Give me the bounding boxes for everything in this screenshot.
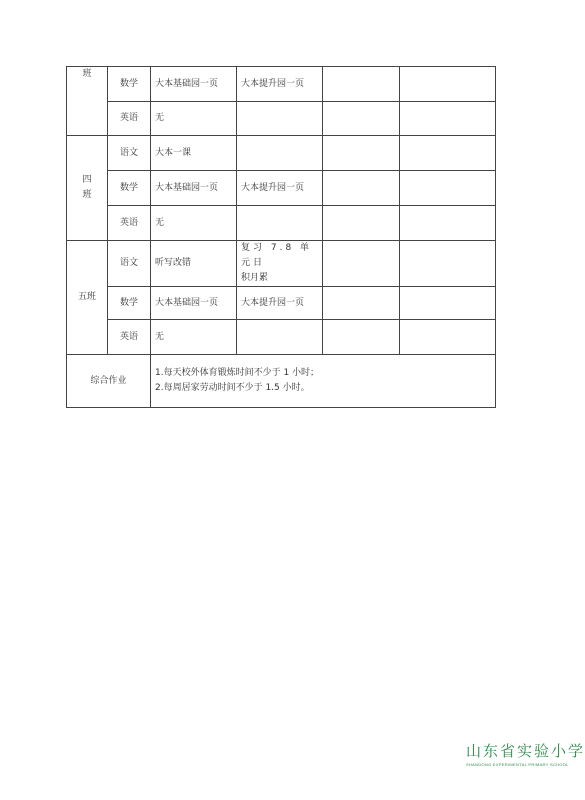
school-logo-english: SHANDONG EXPERIMENTAL PRIMARY SCHOOL <box>466 762 569 767</box>
homework-cell: 无 <box>151 102 237 136</box>
subject-cell: 英语 <box>108 206 151 241</box>
homework-cell: 听写改错 <box>151 241 237 287</box>
subject-cell: 英语 <box>108 320 151 355</box>
subject-cell: 数学 <box>108 171 151 206</box>
homework-cell: 无 <box>151 206 237 241</box>
empty-cell <box>237 136 323 171</box>
class-label: 班 <box>67 67 108 136</box>
empty-cell <box>323 320 400 355</box>
subject-cell: 语文 <box>108 241 151 287</box>
comprehensive-cell <box>151 355 496 408</box>
table-row <box>67 67 496 102</box>
table-row <box>67 241 496 287</box>
table-row <box>67 355 496 408</box>
empty-cell <box>237 320 323 355</box>
homework-cell: 大本提升园一页 <box>237 67 323 102</box>
table-row <box>67 171 496 206</box>
homework-cell: 大本基础园一页 <box>151 287 237 320</box>
homework-line: 积月累 <box>241 273 269 283</box>
homework-cell: 大本提升园一页 <box>237 287 323 320</box>
empty-cell <box>400 320 496 355</box>
comprehensive-line: 1.每天校外体育锻炼时间不少于 1 小时； <box>155 368 320 378</box>
homework-cell: 大本一课 <box>151 136 237 171</box>
comprehensive-line: 2.每周居家劳动时间不少于 1.5 小时。 <box>155 383 310 393</box>
empty-cell <box>323 206 400 241</box>
table-row <box>67 136 496 171</box>
empty-cell <box>400 171 496 206</box>
homework-cell <box>237 241 323 287</box>
table-row <box>67 102 496 136</box>
subject-cell: 语文 <box>108 136 151 171</box>
empty-cell <box>323 136 400 171</box>
class-label <box>67 136 108 241</box>
empty-cell <box>323 171 400 206</box>
empty-cell <box>400 102 496 136</box>
empty-cell <box>400 206 496 241</box>
homework-line: 复习 7.8 单元日 <box>241 243 313 268</box>
homework-cell: 无 <box>151 320 237 355</box>
empty-cell <box>323 241 400 287</box>
table-row <box>67 206 496 241</box>
empty-cell <box>400 67 496 102</box>
comprehensive-label: 综合作业 <box>67 355 151 408</box>
empty-cell <box>400 136 496 171</box>
empty-cell <box>400 287 496 320</box>
empty-cell <box>237 102 323 136</box>
homework-cell: 大本基础园一页 <box>151 171 237 206</box>
empty-cell <box>237 206 323 241</box>
homework-table <box>66 66 496 408</box>
empty-cell <box>323 102 400 136</box>
table-row <box>67 320 496 355</box>
subject-cell: 英语 <box>108 102 151 136</box>
subject-cell: 数学 <box>108 67 151 102</box>
class-label: 五班 <box>67 241 108 355</box>
homework-cell: 大本提升园一页 <box>237 171 323 206</box>
class-label-top: 四 <box>82 175 92 185</box>
subject-cell: 数学 <box>108 287 151 320</box>
empty-cell <box>323 287 400 320</box>
class-label-bottom: 班 <box>82 190 92 200</box>
homework-cell: 大本基础园一页 <box>151 67 237 102</box>
empty-cell <box>400 241 496 287</box>
school-logo <box>466 740 585 767</box>
school-logo-name: 山东省实验小学 <box>466 742 585 760</box>
table-row <box>67 287 496 320</box>
empty-cell <box>323 67 400 102</box>
